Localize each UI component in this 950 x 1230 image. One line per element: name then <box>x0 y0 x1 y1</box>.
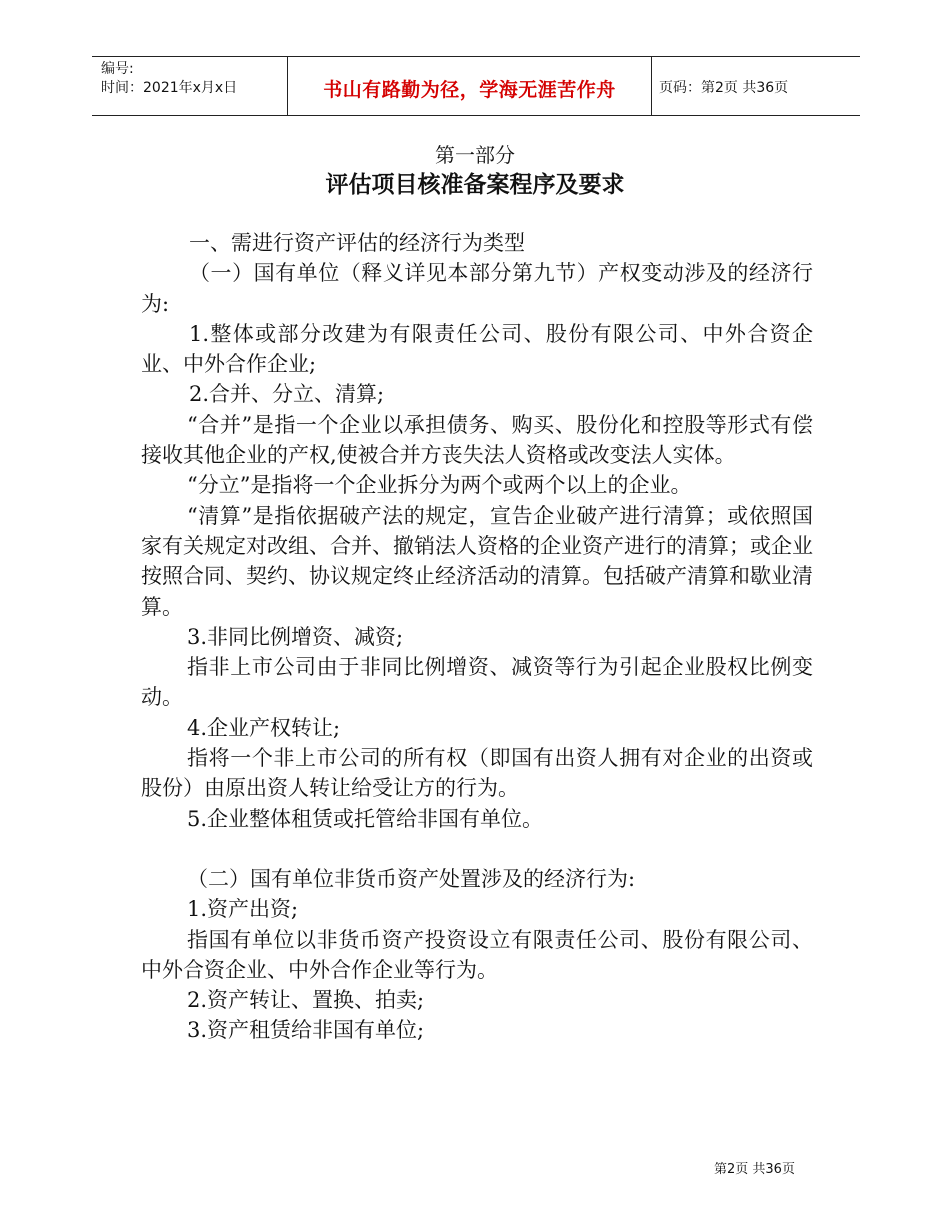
paragraph: “清算”是指依据破产法的规定，宣告企业破产进行清算；或依照国家有关规定对改组、合并、撤销法人资格的企业资产进行的清算；或企业按照合同、契约、协议规定终止经济活动的清算。包括破产清算和歇业清算。 <box>141 503 813 619</box>
subsection-heading: （一）国有单位（释义详见本部分第九节）产权变动涉及的经济行为: <box>141 261 813 316</box>
list-item: 3.非同比例增资、减资; <box>187 624 404 649</box>
part-title: 第一部分 <box>435 143 515 167</box>
serial-label: 编号: <box>101 61 134 77</box>
time-label: 时间：2021年x月x日 <box>101 80 238 96</box>
list-item: 2.合并、分立、清算; <box>189 382 385 407</box>
paragraph: “分立”是指将一个企业拆分为两个或两个以上的企业。 <box>187 473 692 498</box>
list-item: 1.整体或部分改建为有限责任公司、股份有限公司、中外合资企业、中外合作企业; <box>141 321 813 377</box>
header-divider <box>651 57 652 115</box>
header-page-info: 页码：第2页 共36页 <box>659 80 789 96</box>
header-top-rule <box>92 56 860 57</box>
list-item: 3.资产租赁给非国有单位; <box>187 1018 425 1043</box>
page-title: 评估项目核准备案程序及要求 <box>325 172 625 198</box>
section-heading: 一、需进行资产评估的经济行为类型 <box>189 231 525 255</box>
list-item: 1.资产出资; <box>187 897 299 922</box>
subsection-heading: （二）国有单位非货币资产处置涉及的经济行为: <box>187 866 636 891</box>
paragraph: “合并”是指一个企业以承担债务、购买、股份化和控股等形式有偿接收其他企业的产权,使被合并方丧失法人资格或改变法人实体。 <box>141 412 813 468</box>
list-item: 4.企业产权转让; <box>187 715 341 740</box>
footer-page-info: 第2页 共36页 <box>714 1162 795 1177</box>
paragraph: 指非上市公司由于非同比例增资、减资等行为引起企业股权比例变动。 <box>141 655 813 710</box>
paragraph: 指国有单位以非货币资产投资设立有限责任公司、股份有限公司、中外合资企业、中外合作企业等行为。 <box>141 927 813 982</box>
list-item: 5.企业整体租赁或托管给非国有单位。 <box>187 806 544 831</box>
list-item: 2.资产转让、置换、拍卖; <box>187 988 425 1013</box>
paragraph-gap <box>141 834 813 864</box>
paragraph: 指将一个非上市公司的所有权（即国有出资人拥有对企业的出资或股份）由原出资人转让给受让方的行为。 <box>141 746 813 801</box>
header-bottom-rule <box>92 115 860 116</box>
header-motto: 书山有路勤为径，学海无涯苦作舟 <box>323 79 616 101</box>
header-meta <box>101 60 285 98</box>
document-body <box>141 228 813 1046</box>
